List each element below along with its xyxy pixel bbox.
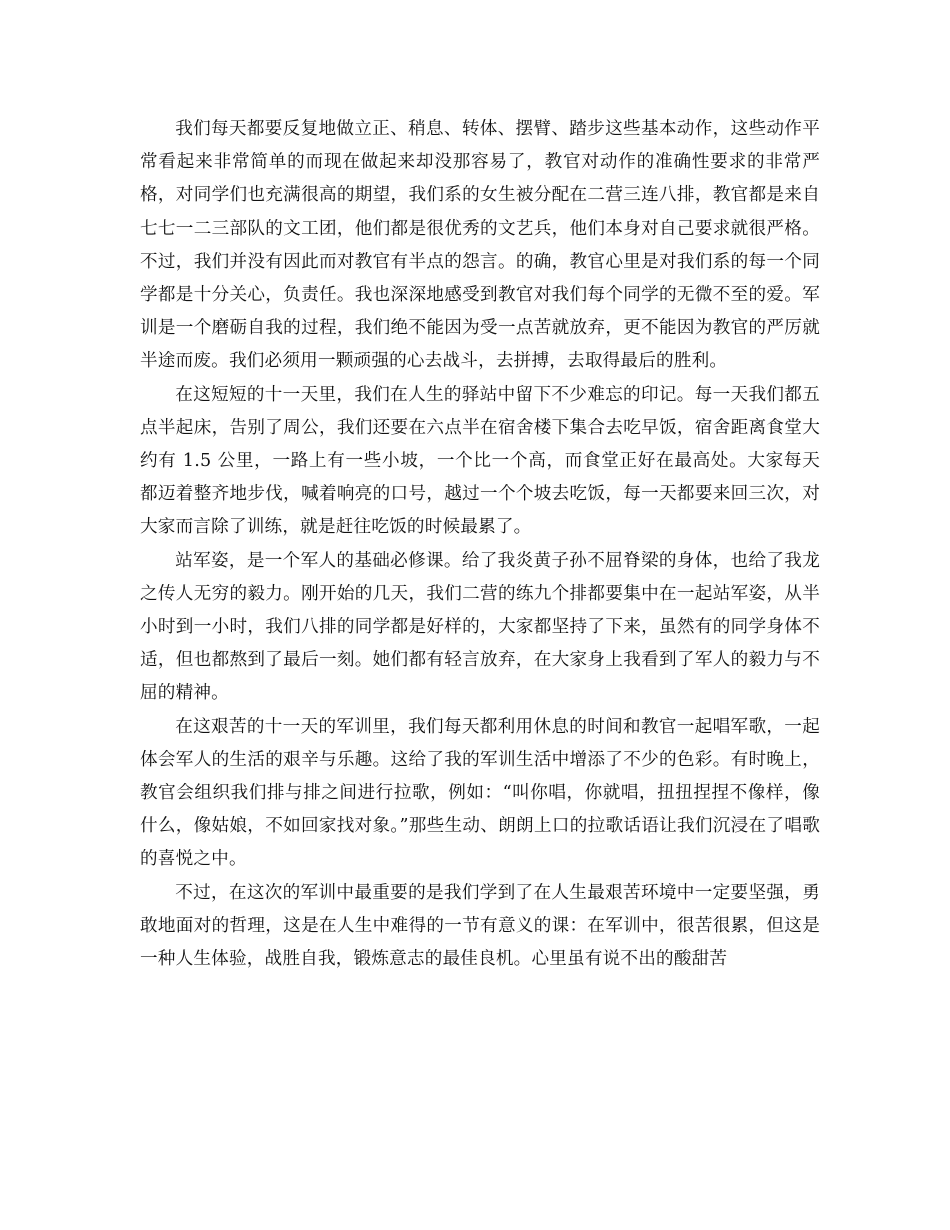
paragraph-1: 我们每天都要反复地做立正、稍息、转体、摆臂、踏步这些基本动作，这些动作平常看起来非常简单的而现在做起来却没那容易了，教官对动作的准确性要求的非常严格，对同学们也充满很高的期望，我们系的女生被分配在二营三连八排，教官都是来自七七一二三部队的文工团，他们都是很优秀的文艺兵，他们本身对自己要求就很严格。不过，我们并没有因此而对教官有半点的怨言。的确，教官心里是对我们系的每一个同学都是十分关心，负责任。我也深深地感受到教官对我们每个同学的无微不至的爱。军训是一个磨砺自我的过程，我们绝不能因为受一点苦就放弃，更不能因为教官的严厉就半途而废。我们必须用一颗顽强的心去战斗，去拼搏，去取得最后的胜利。: [140, 119, 820, 372]
paragraph-4: 在这艰苦的十一天的军训里，我们每天都利用休息的时间和教官一起唱军歌，一起体会军人的生活的艰辛与乐趣。这给了我的军训生活中增添了不少的色彩。有时晚上，教官会组织我们排与排之间进行拉歌，例如：“叫你唱，你就唱，扭扭捏捏不像样，像什么，像姑娘，不如回家找对象。”那些生动、朗朗上口的拉歌话语让我们沉浸在了唱歌的喜悦之中。: [140, 716, 820, 870]
paragraph-3: 站军姿，是一个军人的基础必修课。给了我炎黄子孙不屈脊梁的身体，也给了我龙之传人无穷的毅力。刚开始的几天，我们二营的练九个排都要集中在一起站军姿，从半小时到一小时，我们八排的同学都是好样的，大家都坚持了下来，虽然有的同学身体不适，但也都熬到了最后一刻。她们都有轻言放弃，在大家身上我看到了军人的毅力与不屈的精神。: [140, 550, 820, 704]
paragraph-2: 在这短短的十一天里，我们在人生的驿站中留下不少难忘的印记。每一天我们都五点半起床，告别了周公，我们还要在六点半在宿舍楼下集合去吃早饭，宿舍距离食堂大约有 1.5 公里，一路上有一些小坡，一个比一个高，而食堂正好在最高处。大家每天都迈着整齐地步伐，喊着响亮的口号，越过一个个坡去吃饭，每一天都要来回三次，对大家而言除了训练，就是赶往吃饭的时候最累了。: [140, 384, 820, 538]
paragraph-5: 不过，在这次的军训中最重要的是我们学到了在人生最艰苦环境中一定要坚强，勇敢地面对的哲理，这是在人生中难得的一节有意义的课：在军训中，很苦很累，但这是一种人生体验，战胜自我，锻炼意志的最佳良机。心里虽有说不出的酸甜苦: [140, 882, 820, 970]
document-body: [140, 113, 820, 976]
